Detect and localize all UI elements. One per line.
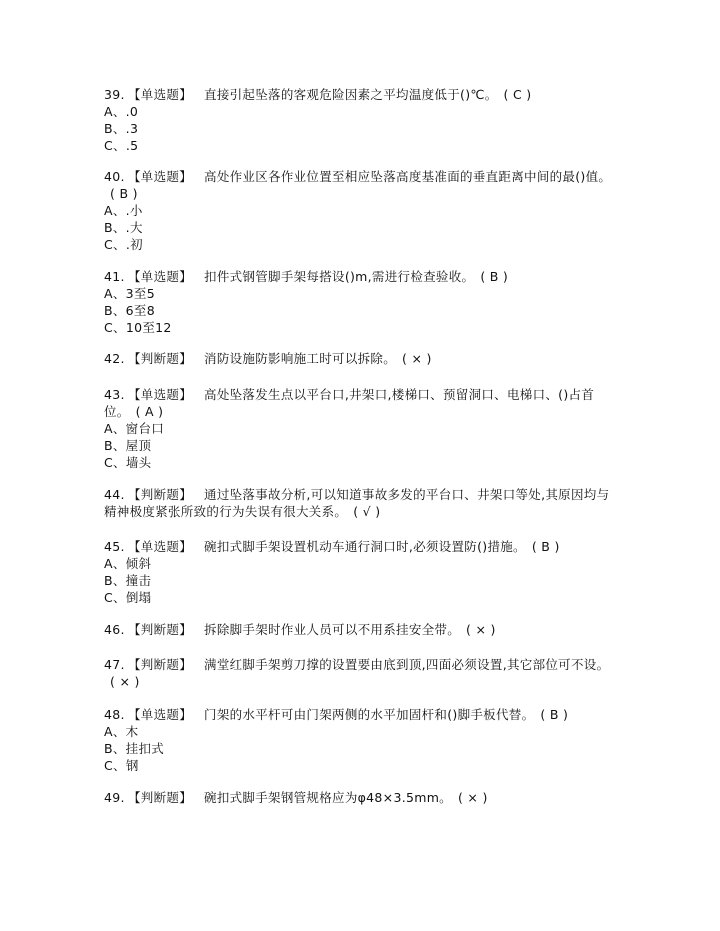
question-type: 【单选题】 — [128, 87, 193, 102]
question-stem — [104, 486, 614, 520]
option-c: C、钢 — [104, 758, 139, 773]
option-c: C、倒塌 — [104, 590, 152, 605]
question-stem — [104, 621, 614, 638]
question-48 — [104, 706, 614, 774]
question-stem — [104, 789, 614, 806]
question-43 — [104, 386, 614, 471]
question-number: 48. — [104, 707, 125, 722]
question-number: 49. — [104, 790, 125, 805]
question-number: 39. — [104, 87, 125, 102]
option-b: B、.大 — [104, 220, 143, 235]
question-47 — [104, 656, 614, 690]
question-42 — [104, 350, 614, 367]
question-stem — [104, 656, 614, 690]
question-text: 通过坠落事故分析,可以知道事故多发的平台口、井架口等处,其原因均与精神极度紧张所致的行为失误有很大关系。 — [104, 487, 610, 519]
option-b: B、6至8 — [104, 303, 155, 318]
question-text: 门架的水平杆可由门架两侧的水平加固杆和()脚手板代替。 — [204, 707, 535, 722]
question-number: 41. — [104, 269, 125, 284]
question-stem — [104, 538, 614, 555]
question-answer: ( B ) — [540, 707, 569, 722]
option-c: C、10至12 — [104, 320, 172, 335]
question-answer: ( B ) — [480, 269, 509, 284]
question-number: 45. — [104, 539, 125, 554]
question-type: 【单选题】 — [128, 169, 193, 184]
option-c: C、.初 — [104, 237, 143, 252]
question-stem — [104, 386, 614, 420]
question-number: 47. — [104, 657, 125, 672]
question-type: 【判断题】 — [128, 657, 193, 672]
option-a: A、窗台口 — [104, 421, 165, 436]
question-text: 满堂红脚手架剪刀撑的设置要由底到顶,四面必须设置,其它部位可不设。 — [204, 657, 610, 672]
question-text: 碗扣式脚手架钢管规格应为φ48×3.5mm。 — [204, 790, 452, 805]
option-b: B、.3 — [104, 121, 139, 136]
option-c: C、墙头 — [104, 455, 152, 470]
question-stem — [104, 86, 614, 103]
question-type: 【判断题】 — [128, 790, 193, 805]
question-41 — [104, 268, 614, 336]
question-stem — [104, 168, 614, 202]
question-answer: ( × ) — [466, 622, 496, 637]
option-b: B、撞击 — [104, 573, 152, 588]
option-a: A、.0 — [104, 104, 139, 119]
question-answer: ( C ) — [503, 87, 532, 102]
question-type: 【判断题】 — [128, 622, 193, 637]
option-c: C、.5 — [104, 138, 139, 153]
option-b: B、屋顶 — [104, 438, 152, 453]
question-type: 【单选题】 — [128, 707, 193, 722]
question-answer: ( A ) — [135, 404, 164, 419]
question-type: 【单选题】 — [128, 387, 193, 402]
question-answer: ( √ ) — [353, 504, 381, 519]
question-answer: ( × ) — [402, 351, 432, 366]
option-a: A、3至5 — [104, 286, 155, 301]
question-answer: ( × ) — [457, 790, 488, 805]
question-stem — [104, 350, 614, 367]
option-a: A、.小 — [104, 203, 143, 218]
option-a: A、倾斜 — [104, 556, 152, 571]
question-text: 高处作业区各作业位置至相应坠落高度基准面的垂直距离中间的最()值。 — [204, 169, 612, 184]
option-b: B、挂扣式 — [104, 741, 165, 756]
question-40 — [104, 168, 614, 253]
question-39 — [104, 86, 614, 154]
question-stem — [104, 706, 614, 723]
question-answer: ( × ) — [110, 674, 140, 689]
question-number: 44. — [104, 487, 125, 502]
question-text: 消防设施防影响施工时可以拆除。 — [204, 351, 397, 366]
question-answer: ( B ) — [531, 539, 560, 554]
question-answer: ( B ) — [110, 186, 138, 201]
question-46 — [104, 621, 614, 638]
question-text: 直接引起坠落的客观危险因素之平均温度低于()℃。 — [204, 87, 498, 102]
question-44 — [104, 486, 614, 520]
question-text: 扣件式钢管脚手架每搭设()m,需进行检查验收。 — [204, 269, 475, 284]
question-number: 43. — [104, 387, 125, 402]
question-type: 【判断题】 — [128, 351, 193, 366]
question-type: 【判断题】 — [128, 487, 193, 502]
question-text: 拆除脚手架时作业人员可以不用系挂安全带。 — [204, 622, 461, 637]
question-number: 42. — [104, 351, 125, 366]
question-type: 【单选题】 — [128, 269, 193, 284]
question-49 — [104, 789, 614, 806]
question-number: 46. — [104, 622, 125, 637]
question-stem — [104, 268, 614, 285]
question-text: 碗扣式脚手架设置机动车通行洞口时,必须设置防()措施。 — [204, 539, 526, 554]
question-45 — [104, 538, 614, 606]
option-a: A、木 — [104, 724, 139, 739]
question-text: 高处坠落发生点以平台口,井架口,楼梯口、预留洞口、电梯口、()占首位。 — [104, 387, 595, 419]
question-type: 【单选题】 — [128, 539, 193, 554]
question-number: 40. — [104, 169, 125, 184]
